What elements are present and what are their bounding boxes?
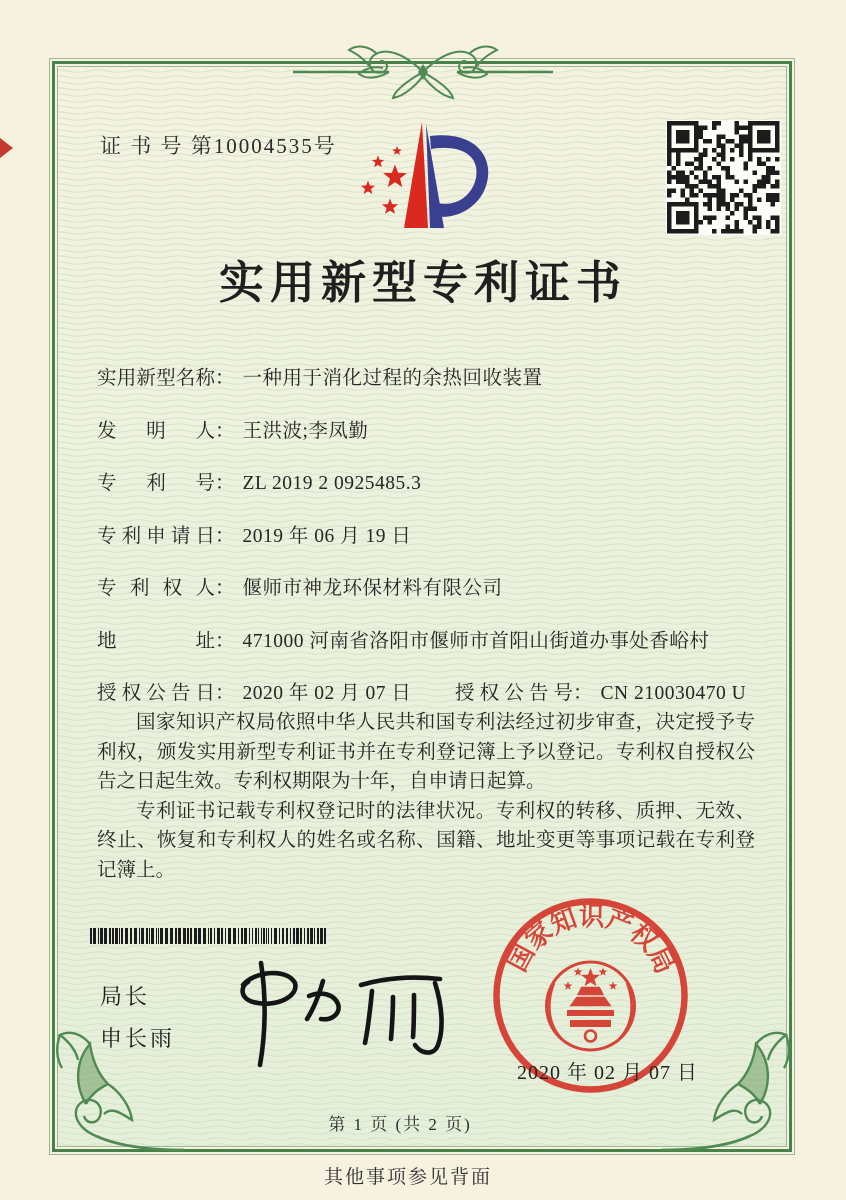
cnipa-logo-icon (338, 110, 518, 240)
field-colon: ： (215, 630, 235, 652)
field-value: 471000 河南省洛阳市偃师市首阳山街道办事处香峪村 (242, 630, 710, 652)
director-title: 局长 (100, 984, 151, 1009)
field-colon: ： (215, 525, 235, 547)
field-row-patent-number (97, 467, 767, 520)
field-value: 2020 年 02 月 07 日 (242, 683, 412, 704)
field-colon: ： (215, 578, 235, 599)
field-colon: ： (215, 368, 235, 389)
scan-edge-marker (0, 138, 13, 158)
page-number: 第 1 页 (共 2 页) (328, 1115, 472, 1134)
back-note: 其他事项参见背面 (323, 1167, 492, 1188)
field-value: 偃师市神龙环保材料有限公司 (242, 578, 503, 599)
field-label: 授权公告号 (455, 683, 573, 704)
field-value: ZL 2019 2 0925485.3 (242, 473, 422, 494)
field-row-patentee (97, 572, 767, 625)
field-row-address (97, 625, 767, 678)
director-signature-icon (225, 933, 475, 1073)
field-value: CN 210030470 U (600, 683, 747, 704)
field-colon: ： (215, 683, 235, 704)
top-flourish-icon (293, 34, 553, 106)
field-label: 地址 (97, 630, 215, 652)
legal-text (97, 708, 755, 885)
field-label: 授权公告日 (97, 683, 215, 704)
field-value: 2019 年 06 月 19 日 (242, 525, 412, 547)
field-list (97, 362, 767, 730)
field-label: 发明人 (97, 420, 215, 442)
field-row-inventor (97, 415, 767, 468)
qr-code-icon (666, 120, 781, 235)
field-label: 实用新型名称 (97, 368, 215, 389)
field-colon: ： (215, 473, 235, 494)
seal-date: 2020 年 02 月 07 日 (517, 1062, 698, 1084)
legal-paragraph: 国家知识产权局依照中华人民共和国专利法经过初步审查，决定授予专利权，颁发实用新型专利证书并在专利登记簿上予以登记。专利权自授权公告之日起生效。专利权期限为十年，自申请日起算。 (97, 712, 755, 792)
seal-text: 国家知识产权局 (501, 901, 681, 980)
certificate-title: 实用新型专利证书 (218, 258, 627, 308)
field-colon: ： (573, 683, 593, 704)
field-label: 专利号 (97, 473, 215, 494)
field-value: 王洪波;李凤勤 (242, 420, 369, 442)
field-value: 一种用于消化过程的余热回收装置 (242, 368, 543, 389)
field-row-name (97, 362, 767, 415)
field-colon: ： (215, 420, 235, 442)
director-name: 申长雨 (100, 1026, 176, 1051)
certificate-number: 证 书 号 第10004535号 (100, 134, 337, 158)
field-label: 专利申请日 (97, 525, 215, 547)
field-label: 专利权人 (97, 578, 215, 599)
legal-paragraph: 专利证书记载专利权登记时的法律状况。专利权的转移、质押、无效、终止、恢复和专利权人的姓名或名称、国籍、地址变更等事项记载在专利登记簿上。 (97, 800, 755, 881)
field-row-filing-date (97, 520, 767, 573)
svg-text:国家知识产权局 (502, 901, 681, 978)
field-grant-number (455, 677, 746, 705)
